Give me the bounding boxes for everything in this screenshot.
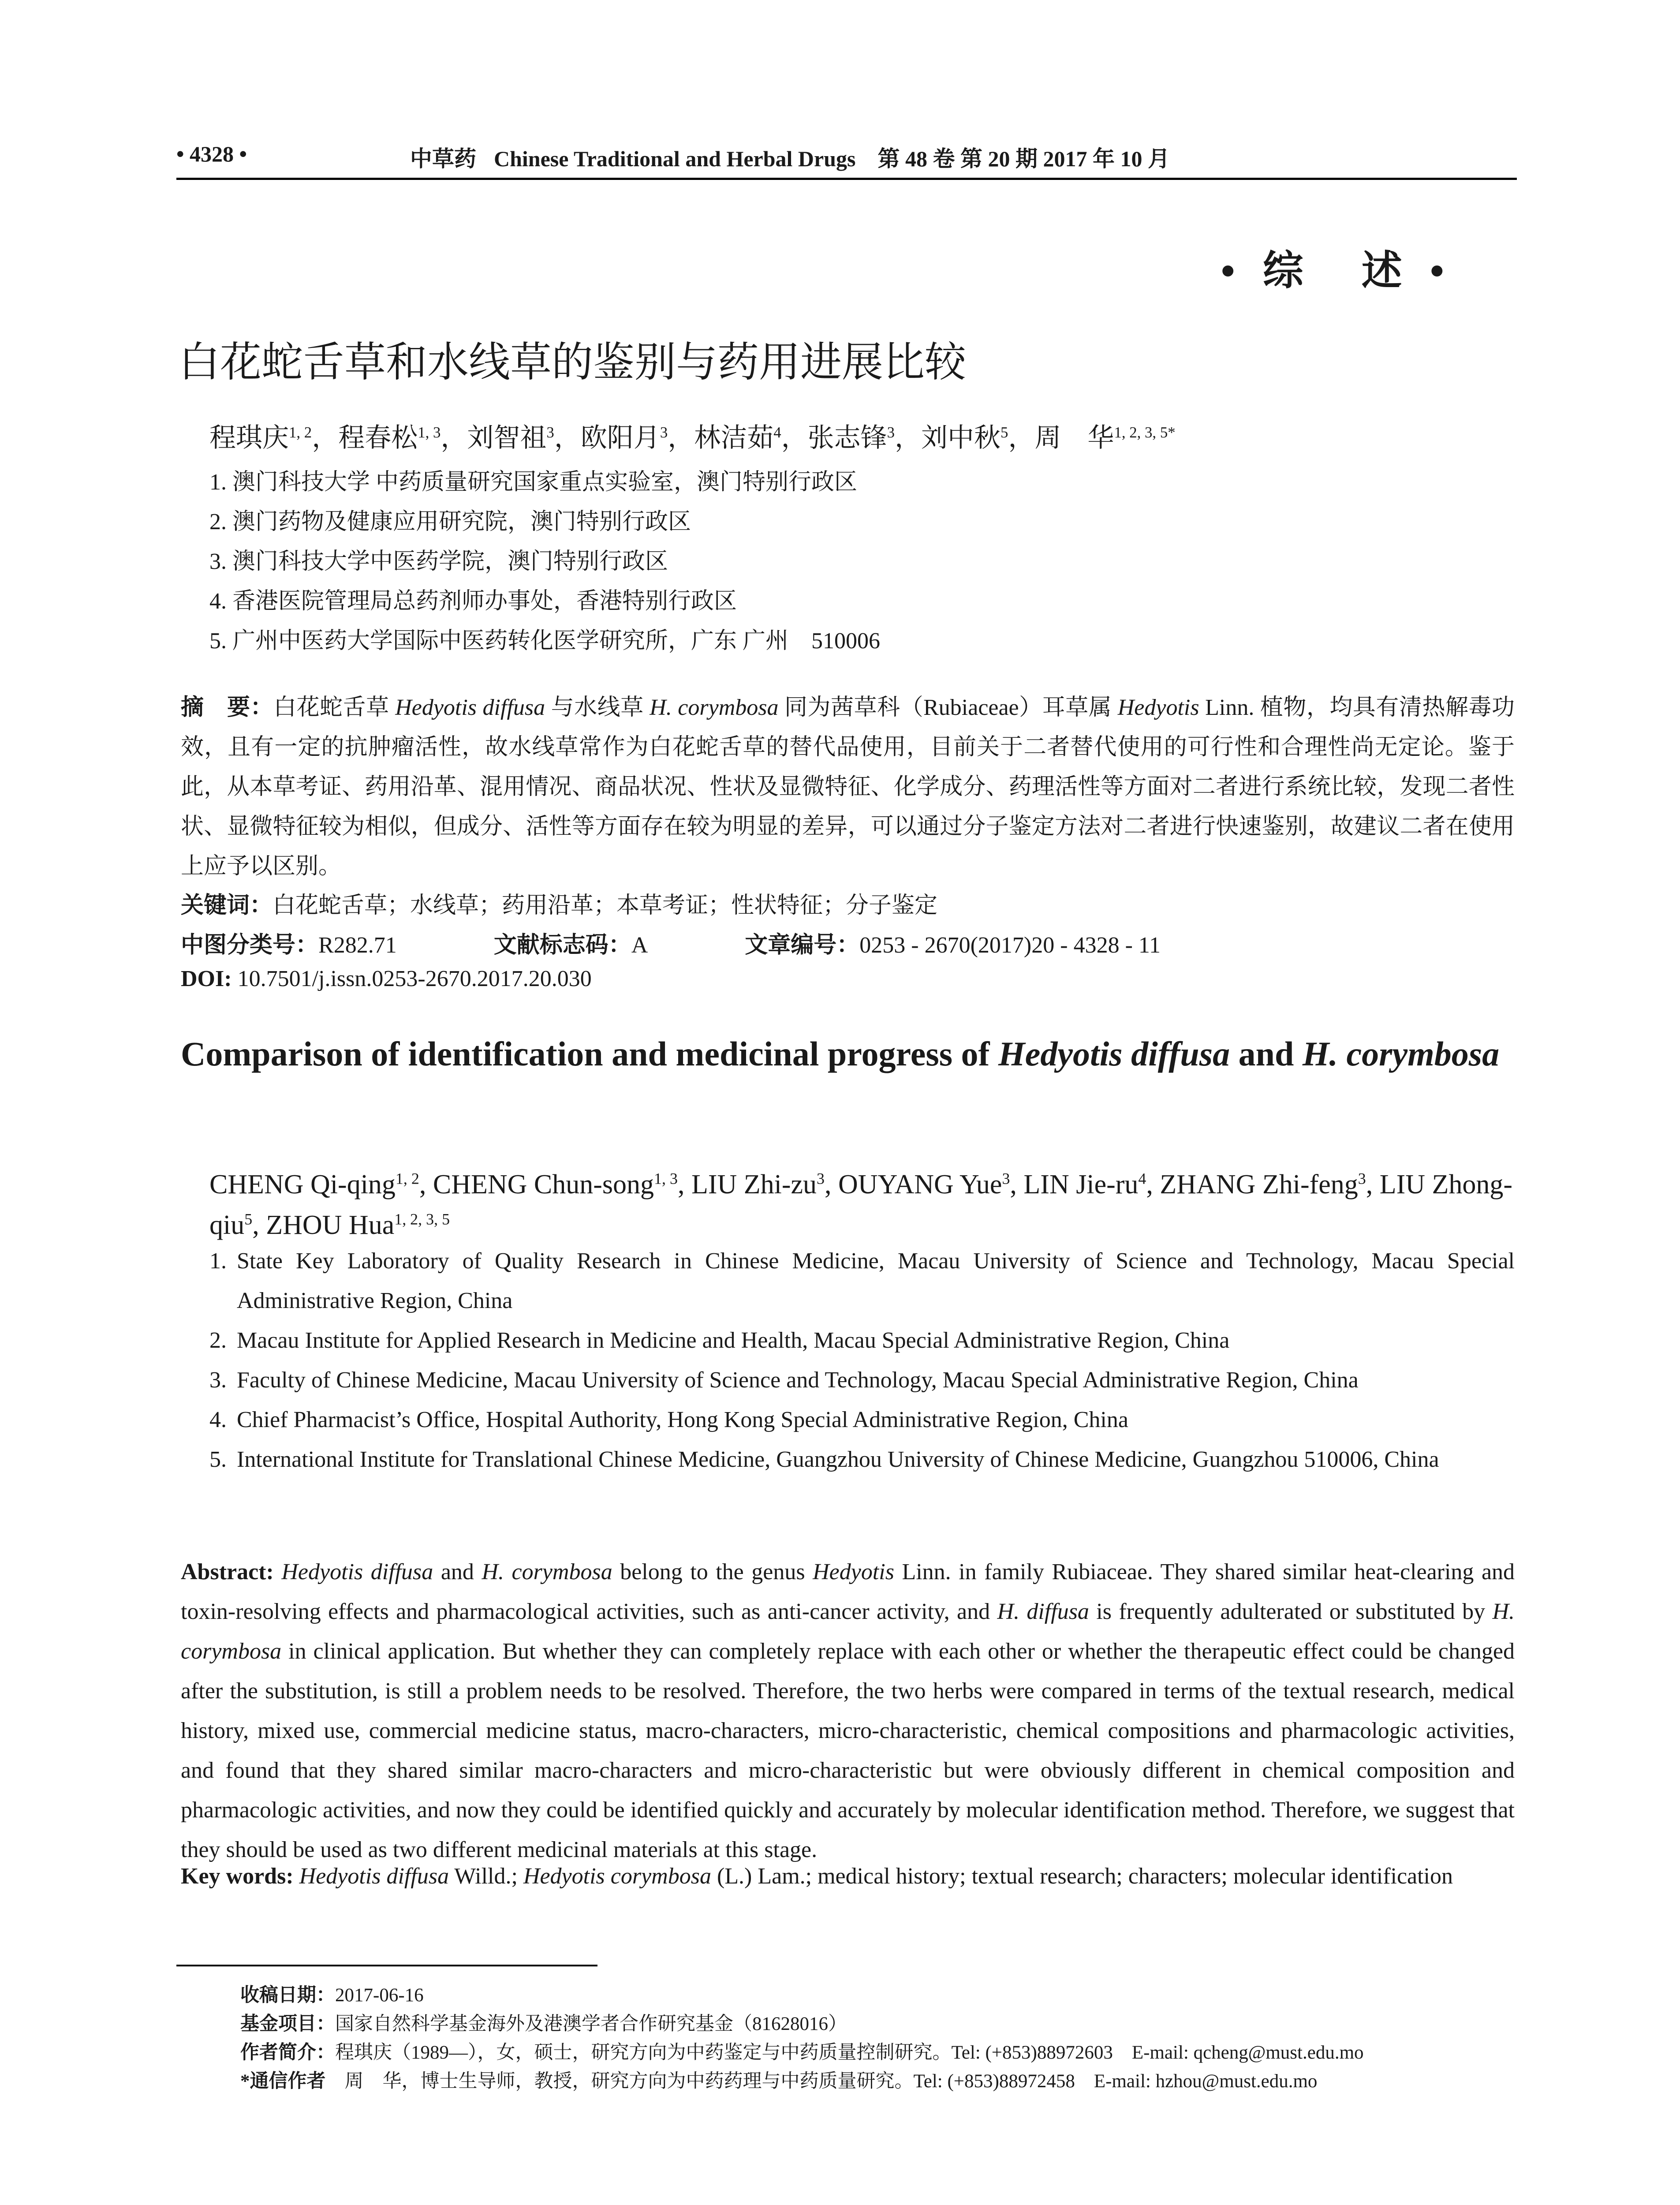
- cn-author-name: 周 华: [1034, 423, 1114, 452]
- affiliation-en-1: [209, 1241, 1515, 1321]
- abstract-en-text: and: [433, 1559, 482, 1585]
- species-name: Hedyotis diffusa: [299, 1864, 449, 1889]
- cn-author-affil-sup: 1, 2, 3, 5*: [1114, 424, 1176, 441]
- footnote-label: 收稿日期：: [240, 1985, 335, 2006]
- species-name: Hedyotis diffusa: [281, 1559, 433, 1585]
- cn-author-separator: ，: [441, 423, 467, 452]
- en-author-separator: ,: [419, 1170, 433, 1200]
- en-author-affil-sup: 3: [817, 1170, 825, 1188]
- keywords-en: [181, 1857, 1515, 1896]
- en-author-affil-sup: 3: [1358, 1170, 1366, 1188]
- affiliation-text: Macau Institute for Applied Research in Medicine and Health, Macau Special Administrative Region, China: [237, 1328, 1230, 1353]
- affiliation-number: 1.: [209, 1248, 227, 1274]
- en-author-name: LIU Zhong-qiu: [209, 1170, 1513, 1240]
- clc-label: 中图分类号：: [181, 933, 319, 958]
- header-rule: [176, 178, 1517, 180]
- footnote-corresponding: [240, 2066, 1317, 2093]
- authors-en: [209, 1164, 1515, 1245]
- cn-author-affil-sup: 3: [660, 424, 668, 441]
- affiliation-number: 3.: [209, 1368, 227, 1393]
- abstract-en-text: in clinical application. But whether they can completely replace with each other or whether the therapeutic effect could be changed after the substitution, is still a problem needs to be resolved. Therefore, the two herbs were compared in terms of the textual research, medical history, mixed use, commercial medicine status, macro-characters, micro-characteristic, chemical compositions and pharmacologic activities, and found that they shared similar macro-characters and micro-characteristic but were obviously different in chemical composition and pharmacologic activities, and now they could be identified quickly and accurately by molecular identification method. Therefore, we suggest that they should be used as two different medicinal materials at this stage.: [181, 1639, 1515, 1862]
- affiliation-en-2: [209, 1321, 1515, 1360]
- affiliation-text: Faculty of Chinese Medicine, Macau University of Science and Technology, Macau Special Administrative Region, China: [237, 1368, 1359, 1393]
- keywords-cn: [181, 886, 1515, 919]
- affiliation-text: Chief Pharmacist’s Office, Hospital Authority, Hong Kong Special Administrative Region, China: [237, 1407, 1128, 1432]
- cn-author-separator: ，: [1008, 423, 1035, 452]
- affiliation-cn-2: 2. 澳门药物及健康应用研究院，澳门特别行政区: [209, 509, 691, 534]
- cn-author-separator: ，: [668, 423, 694, 452]
- article-no-label: 文章编号：: [745, 933, 860, 958]
- en-author-separator: ,: [1146, 1170, 1160, 1200]
- affiliation-en-3: [209, 1360, 1515, 1400]
- en-author-name: CHENG Chun-song: [433, 1170, 654, 1200]
- authors-cn: [209, 417, 1176, 455]
- cn-author-affil-sup: 1, 3: [418, 424, 441, 441]
- title-cn: 白花蛇舌草和水线草的鉴别与药用进展比较: [179, 338, 967, 386]
- affiliation-cn-5: 5. 广州中医药大学国际中医药转化医学研究所，广东 广州 510006: [209, 628, 881, 654]
- journal-name-cn: 中草药: [410, 146, 476, 172]
- footnote-funding: [240, 2009, 847, 2036]
- running-header: [176, 141, 1517, 176]
- keywords-en-text: (L.) Lam.; medical history; textual research; characters; molecular identification: [711, 1864, 1453, 1889]
- en-author-affil-sup: 3: [1002, 1170, 1010, 1188]
- cn-author-name: 刘中秋: [921, 423, 1001, 452]
- title-en-text: and: [1230, 1035, 1303, 1073]
- affiliation-en-5: [209, 1440, 1515, 1480]
- species-name: Hedyotis corymbosa: [523, 1864, 711, 1889]
- doi-value[interactable]: 10.7501/j.issn.0253-2670.2017.20.030: [237, 966, 592, 991]
- keywords-en-label: Key words:: [181, 1864, 294, 1889]
- footnote-text: 国家自然科学基金海外及港澳学者合作研究基金（81628016）: [335, 2014, 847, 2034]
- en-author-separator: ,: [677, 1170, 691, 1200]
- footnote-rule: [176, 1965, 597, 1966]
- en-author-affil-sup: 1, 3: [654, 1170, 678, 1188]
- cn-author-separator: ，: [554, 423, 581, 452]
- keywords-cn-text: 白花蛇舌草；水线草；药用沿革；本草考证；性状特征；分子鉴定: [273, 893, 938, 918]
- en-author-separator: ,: [825, 1170, 839, 1200]
- genus-name: Hedyotis: [813, 1559, 894, 1585]
- abstract-cn-text: 同为茜草科（Rubiaceae）耳草属: [778, 695, 1118, 720]
- abstract-en: [181, 1552, 1515, 1870]
- title-en: [181, 1028, 1521, 1080]
- cn-author-affil-sup: 3: [546, 424, 554, 441]
- en-author-affil-sup: 1, 2, 3, 5: [394, 1210, 450, 1228]
- en-author-name: CHENG Qi-qing: [209, 1170, 396, 1200]
- abstract-cn-label: 摘 要：: [181, 695, 274, 720]
- affiliation-cn-4: 4. 香港医院管理局总药剂师办事处，香港特别行政区: [209, 589, 737, 614]
- journal-issue: Chinese Traditional and Herbal Drugs 第 48 卷 第 20 期 2017 年 10 月: [494, 146, 1170, 171]
- classification-line: [181, 926, 1515, 959]
- footnote-label: 作者简介：: [240, 2042, 335, 2063]
- footnote-received: [240, 1980, 424, 2007]
- page-number: • 4328 •: [176, 142, 247, 166]
- doc-code-label: 文献标志码：: [493, 933, 631, 958]
- en-author-separator: ,: [1366, 1170, 1380, 1200]
- footnote-text: 2017-06-16: [335, 1985, 424, 2006]
- species-name: H. corymbosa: [181, 1599, 1515, 1664]
- affiliation-cn-3: 3. 澳门科技大学中医药学院，澳门特别行政区: [209, 549, 668, 574]
- keywords-cn-label: 关键词：: [181, 893, 273, 918]
- en-author-name: OUYANG Yue: [838, 1170, 1002, 1200]
- cn-author-separator: ，: [895, 423, 922, 452]
- title-en-text: Comparison of identification and medicinal progress of: [181, 1035, 999, 1073]
- abstract-en-text: belong to the genus: [612, 1559, 813, 1585]
- en-author-separator: ,: [1010, 1170, 1024, 1200]
- affiliation-number: 5.: [209, 1447, 227, 1472]
- cn-author-name: 林洁茹: [694, 423, 774, 452]
- footnote-author-bio: [240, 2037, 1364, 2064]
- species-name: H. corymbosa: [650, 695, 779, 720]
- affiliation-en-4: [209, 1400, 1515, 1440]
- species-name: H. corymbosa: [482, 1559, 612, 1585]
- en-author-affil-sup: 1, 2: [395, 1170, 419, 1188]
- abstract-en-text: Linn. in family Rubiaceae. They shared similar heat-clearing and toxin-resolving effects and pharmacological activities, such as anti-cancer activity, and: [181, 1559, 1515, 1624]
- cn-author-affil-sup: 1, 2: [289, 424, 312, 441]
- species-name: Hedyotis diffusa: [998, 1035, 1230, 1073]
- doc-code-value: A: [631, 933, 648, 958]
- cn-author-affil-sup: 3: [887, 424, 895, 441]
- en-author-name: ZHANG Zhi-feng: [1160, 1170, 1358, 1200]
- article-no-value: 0253 - 2670(2017)20 - 4328 - 11: [859, 933, 1161, 958]
- cn-author-name: 程琪庆: [209, 423, 289, 452]
- en-author-affil-sup: 4: [1138, 1170, 1146, 1188]
- footnote-label: *通信作者: [240, 2071, 326, 2092]
- en-author-name: LIN Jie-ru: [1023, 1170, 1139, 1200]
- cn-author-separator: ，: [781, 423, 808, 452]
- affiliation-cn-1: 1. 澳门科技大学 中药质量研究国家重点实验室，澳门特别行政区: [209, 470, 858, 495]
- footnote-text: 程琪庆（1989—），女，硕士，研究方向为中药鉴定与中药质量控制研究。Tel: (+853)88972603 E-mail: qcheng@must.edu.mo: [335, 2042, 1364, 2063]
- en-author-name: LIU Zhi-zu: [691, 1170, 817, 1200]
- cn-author-affil-sup: 4: [773, 424, 781, 441]
- en-author-name: ZHOU Hua: [266, 1210, 395, 1240]
- journal-info: [410, 141, 1170, 173]
- section-label: • 综 述 •: [1221, 248, 1453, 293]
- cn-author-affil-sup: 5: [1001, 424, 1008, 441]
- cn-author-name: 刘智祖: [467, 423, 547, 452]
- doi-label: DOI:: [181, 966, 232, 991]
- abstract-cn: [181, 688, 1515, 886]
- affiliation-text: International Institute for Translational Chinese Medicine, Guangzhou University of Chinese Medicine, Guangzhou 510006, China: [237, 1447, 1439, 1472]
- abstract-cn-text: Linn. 植物，均具有清热解毒功效，且有一定的抗肿瘤活性，故水线草常作为白花蛇舌草的替代品使用，目前关于二者替代使用的可行性和合理性尚无定论。鉴于此，从本草考证、药用沿革、混用情况、商品状况、性状及显微特征、化学成分、药理活性等方面对二者进行系统比较，发现二者性状、显微特征较为相似，但成分、活性等方面存在较为明显的差异，可以通过分子鉴定方法对二者进行快速鉴别，故建议二者在使用上应予以区别。: [181, 695, 1515, 879]
- abstract-cn-text: 与水线草: [545, 695, 650, 720]
- en-author-affil-sup: 5: [244, 1210, 253, 1228]
- cn-author-separator: ，: [312, 423, 339, 452]
- affiliation-number: 4.: [209, 1407, 227, 1432]
- species-name: H. corymbosa: [1302, 1035, 1500, 1073]
- doi-line: [181, 966, 1515, 992]
- species-name: H. diffusa: [997, 1599, 1089, 1624]
- abstract-en-text: is frequently adulterated or substituted by: [1089, 1599, 1493, 1624]
- affiliation-text: State Key Laboratory of Quality Research in Chinese Medicine, Macau University of Science and Technology, Macau Special Administrative Region, China: [237, 1248, 1515, 1313]
- affiliation-number: 2.: [209, 1328, 227, 1353]
- abstract-en-label: Abstract:: [181, 1559, 274, 1585]
- genus-name: Hedyotis: [1117, 695, 1199, 720]
- keywords-en-text: Willd.;: [449, 1864, 523, 1889]
- clc-value: R282.71: [318, 933, 397, 958]
- cn-author-name: 张志锋: [807, 423, 887, 452]
- footnote-text: 周 华，博士生导师，教授，研究方向为中药药理与中药质量研究。Tel: (+853)88972458 E-mail: hzhou@must.edu.mo: [325, 2071, 1318, 2092]
- species-name: Hedyotis diffusa: [395, 695, 545, 720]
- cn-author-name: 程春松: [338, 423, 418, 452]
- cn-author-name: 欧阳月: [580, 423, 660, 452]
- en-author-separator: ,: [252, 1210, 266, 1240]
- footnote-label: 基金项目：: [240, 2014, 335, 2034]
- abstract-cn-text: 白花蛇舌草: [273, 695, 396, 720]
